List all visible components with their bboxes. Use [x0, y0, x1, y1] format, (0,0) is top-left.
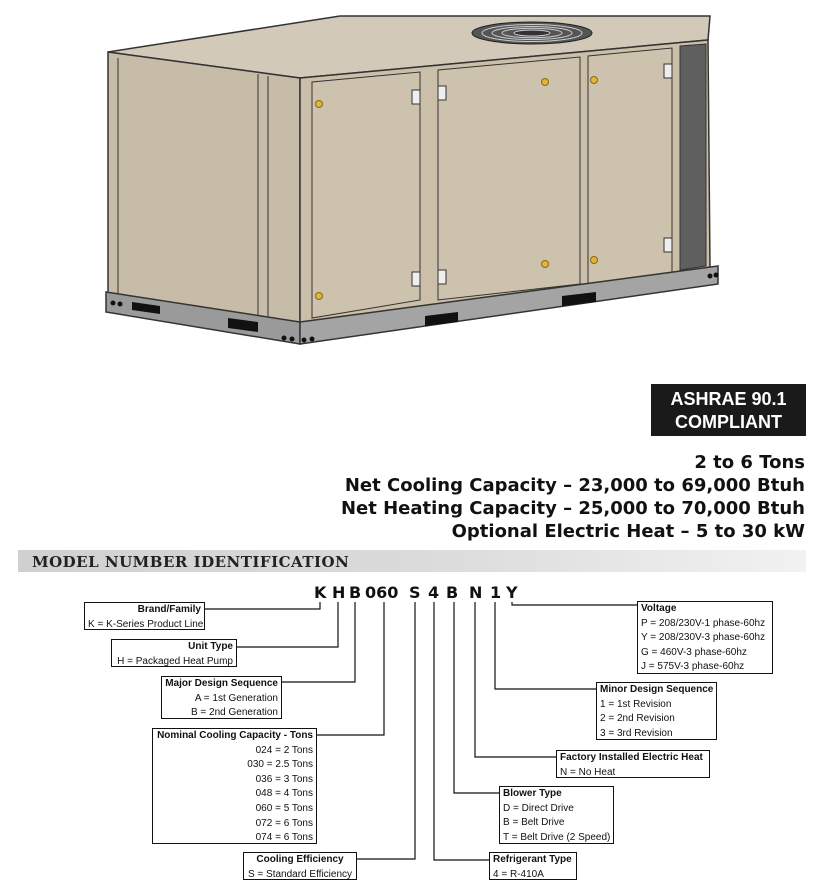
model-code-electric-heat: N: [469, 583, 483, 602]
model-code-capacity: 060: [365, 583, 399, 602]
blower-type-item: T = Belt Drive (2 Speed): [503, 831, 611, 843]
voltage-item: Y = 208/230V-3 phase-60hz: [641, 632, 766, 644]
connector-voltage: [512, 602, 637, 605]
major-design-box: [161, 676, 282, 719]
electric-heat-title: Factory Installed Electric Heat: [560, 752, 703, 763]
unit-type-box: [111, 639, 237, 667]
cooling-capacity-title: Nominal Cooling Capacity - Tons: [157, 730, 313, 741]
minor-design-box: [596, 682, 717, 740]
cooling-capacity-item: 036 = 3 Tons: [255, 773, 313, 785]
blower-type-item: D = Direct Drive: [503, 802, 574, 814]
model-code-voltage: Y: [506, 583, 518, 602]
cooling-efficiency-title: Cooling Efficiency: [256, 854, 344, 865]
brand-family-title: Brand/Family: [137, 604, 201, 615]
refrigerant-type-title: Refrigerant Type: [493, 854, 572, 865]
model-code-refrigerant: 4: [428, 583, 440, 602]
spec-electric-heat: Optional Electric Heat – 5 to 30 kW: [451, 521, 805, 542]
electric-heat-item: N = No Heat: [560, 766, 616, 778]
blower-type-box: [499, 786, 614, 844]
connector-major-design: [282, 602, 355, 682]
cooling-capacity-box: [152, 728, 317, 844]
model-code-efficiency: S: [409, 583, 421, 602]
blower-type-title: Blower Type: [503, 788, 562, 799]
blower-type-item: B = Belt Drive: [503, 817, 565, 829]
major-design-item: B = 2nd Generation: [190, 707, 278, 719]
major-design-item: A = 1st Generation: [194, 692, 278, 704]
connector-minor-design: [495, 602, 596, 689]
cooling-efficiency-box: [243, 852, 357, 880]
cooling-capacity-item: 048 = 4 Tons: [255, 788, 313, 800]
connector-refrigerant: [434, 602, 489, 860]
refrigerant-type-item: 4 = R-410A: [493, 868, 544, 880]
voltage-title: Voltage: [641, 603, 677, 614]
badge-line-2: COMPLIANT: [675, 412, 782, 432]
voltage-item: J = 575V-3 phase-60hz: [641, 661, 745, 673]
connector-efficiency: [357, 602, 415, 859]
cooling-capacity-item: 030 = 2.5 Tons: [247, 759, 313, 771]
model-code-major-design: B: [349, 583, 362, 602]
brand-family-box: [84, 602, 205, 630]
connector-electric-heat: [475, 602, 556, 757]
minor-design-title: Minor Design Sequence: [600, 684, 714, 695]
voltage-item: P = 208/230V-1 phase-60hz: [641, 617, 766, 629]
brand-family-item: K = K-Series Product Line: [88, 618, 204, 630]
voltage-box: [637, 601, 773, 674]
unit-type-item: H = Packaged Heat Pump: [117, 655, 233, 667]
model-code-brand: K: [314, 583, 327, 602]
refrigerant-type-box: [489, 852, 577, 880]
minor-design-item: 1 = 1st Revision: [600, 698, 672, 710]
model-code-blower: B: [446, 583, 459, 602]
badge-line-1: ASHRAE 90.1: [670, 389, 787, 409]
connector-brand: [205, 602, 320, 609]
connector-capacity: [317, 602, 384, 735]
spec-cooling-capacity: Net Cooling Capacity – 23,000 to 69,000 Btuh: [344, 475, 805, 496]
spec-heating-capacity: Net Heating Capacity – 25,000 to 70,000 Btuh: [340, 498, 805, 519]
minor-design-item: 2 = 2nd Revision: [600, 713, 675, 725]
cooling-capacity-item: 072 = 6 Tons: [255, 817, 313, 829]
cooling-capacity-item: 024 = 2 Tons: [255, 744, 313, 756]
minor-design-item: 3 = 3rd Revision: [600, 727, 673, 739]
electric-heat-box: [556, 750, 710, 778]
model-code-minor-design: 1: [490, 583, 502, 602]
cooling-efficiency-item: S = Standard Efficiency: [247, 868, 353, 880]
connector-blower: [454, 602, 499, 793]
cooling-capacity-item: 060 = 5 Tons: [255, 802, 313, 814]
cooling-capacity-item: 074 = 6 Tons: [255, 832, 313, 844]
model-code-unit-type: H: [332, 583, 346, 602]
voltage-item: G = 460V-3 phase-60hz: [641, 646, 747, 658]
unit-type-title: Unit Type: [188, 641, 233, 652]
spec-tonnage: 2 to 6 Tons: [694, 452, 805, 473]
section-title: MODEL NUMBER IDENTIFICATION: [32, 553, 350, 571]
major-design-title: Major Design Sequence: [165, 678, 278, 689]
